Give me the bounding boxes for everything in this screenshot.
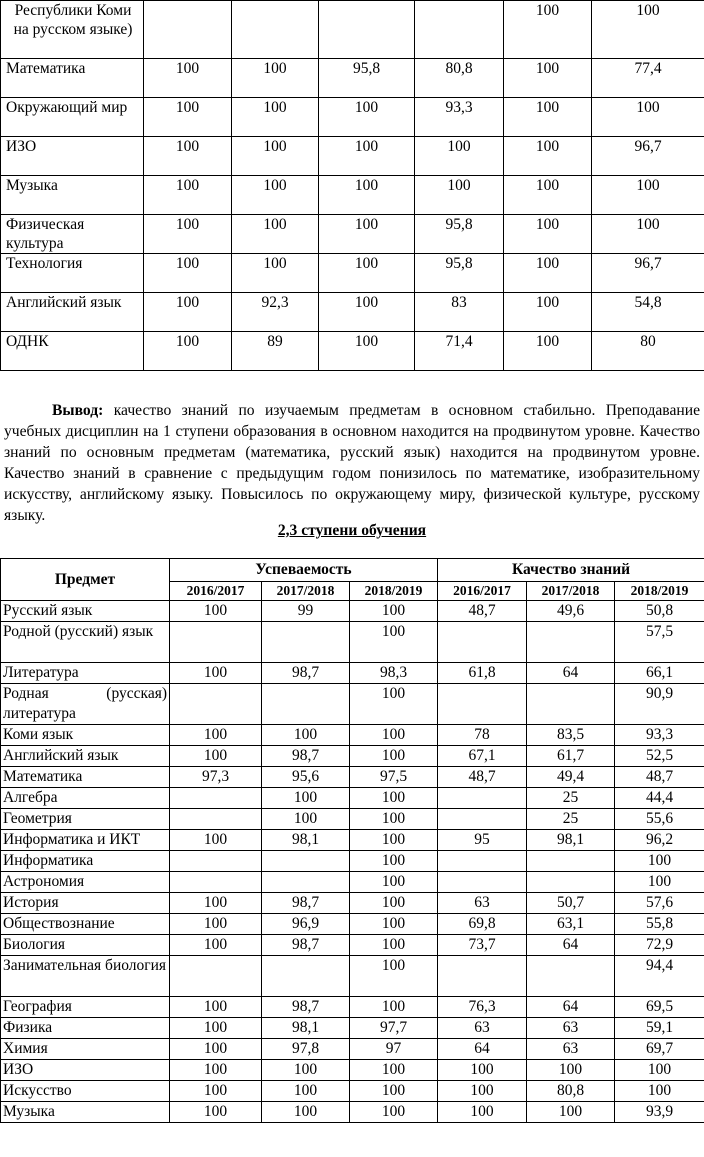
- value-cell: 100: [170, 601, 262, 622]
- value-cell: 100: [350, 601, 438, 622]
- value-cell: 100: [615, 872, 704, 893]
- table-row: [1, 601, 704, 622]
- subject-cell: ИЗО: [1, 137, 144, 176]
- value-cell: 100: [438, 1102, 527, 1123]
- value-cell: 76,3: [438, 997, 527, 1018]
- value-cell: 49,4: [527, 767, 615, 788]
- value-cell: 100: [504, 1, 592, 59]
- value-cell: 100: [504, 215, 592, 254]
- subject-cell: География: [1, 997, 170, 1018]
- value-cell: 92,3: [232, 293, 319, 332]
- value-cell: 100: [592, 176, 704, 215]
- value-cell: 97,3: [170, 767, 262, 788]
- table-row: [1, 935, 704, 956]
- value-cell: 57,6: [615, 893, 704, 914]
- value-cell: [170, 788, 262, 809]
- value-cell: 97,5: [350, 767, 438, 788]
- subject-cell: Биология: [1, 935, 170, 956]
- value-cell: [527, 622, 615, 663]
- table-row: [1, 746, 704, 767]
- value-cell: 100: [504, 254, 592, 293]
- value-cell: [527, 956, 615, 997]
- value-cell: 73,7: [438, 935, 527, 956]
- table-row: [1, 1081, 704, 1102]
- quality-header: Качество знаний: [438, 559, 704, 582]
- table-row: [1, 176, 704, 215]
- secondary-grades-table: [0, 558, 704, 1123]
- value-cell: 100: [350, 893, 438, 914]
- value-cell: [438, 622, 527, 663]
- value-cell: 93,3: [415, 98, 504, 137]
- subject-cell: Алгебра: [1, 788, 170, 809]
- value-cell: 80,8: [415, 59, 504, 98]
- value-cell: 48,7: [438, 767, 527, 788]
- value-cell: 25: [527, 809, 615, 830]
- table-row: [1, 1060, 704, 1081]
- value-cell: 100: [319, 137, 415, 176]
- value-cell: 54,8: [592, 293, 704, 332]
- value-cell: 100: [592, 215, 704, 254]
- value-cell: [319, 1, 415, 59]
- value-cell: 64: [527, 997, 615, 1018]
- value-cell: [170, 872, 262, 893]
- table-row: [1, 788, 704, 809]
- subject-header: Предмет: [1, 559, 170, 601]
- value-cell: 100: [527, 1060, 615, 1081]
- value-cell: 100: [350, 851, 438, 872]
- value-cell: 48,7: [615, 767, 704, 788]
- subject-cell: Физическая культура: [1, 215, 144, 254]
- value-cell: 100: [350, 809, 438, 830]
- value-cell: [170, 851, 262, 872]
- value-cell: [438, 788, 527, 809]
- value-cell: [527, 851, 615, 872]
- performance-header: Успеваемость: [170, 559, 438, 582]
- table-row: [1, 725, 704, 746]
- value-cell: [438, 851, 527, 872]
- value-cell: 100: [504, 137, 592, 176]
- value-cell: 66,1: [615, 663, 704, 684]
- value-cell: 100: [170, 1081, 262, 1102]
- subject-cell: ОДНК: [1, 332, 144, 371]
- value-cell: [527, 684, 615, 725]
- table-row: [1, 830, 704, 851]
- value-cell: 100: [527, 1102, 615, 1123]
- value-cell: 67,1: [438, 746, 527, 767]
- value-cell: 100: [170, 893, 262, 914]
- value-cell: 78: [438, 725, 527, 746]
- value-cell: [262, 956, 350, 997]
- subject-cell: Родной (русский) язык: [1, 622, 170, 663]
- value-cell: 100: [170, 1102, 262, 1123]
- table-row: [1, 293, 704, 332]
- value-cell: 100: [170, 914, 262, 935]
- subject-cell: ИЗО: [1, 1060, 170, 1081]
- subject-cell: Астрономия: [1, 872, 170, 893]
- year-header: 2017/2018: [262, 582, 350, 601]
- subject-cell: Коми язык: [1, 725, 170, 746]
- subject-cell: Математика: [1, 767, 170, 788]
- value-cell: [438, 956, 527, 997]
- value-cell: 96,2: [615, 830, 704, 851]
- value-cell: 100: [144, 98, 232, 137]
- table-row: [1, 872, 704, 893]
- value-cell: 98,1: [527, 830, 615, 851]
- value-cell: 100: [144, 293, 232, 332]
- table-row: [1, 1018, 704, 1039]
- value-cell: 52,5: [615, 746, 704, 767]
- value-cell: 100: [170, 997, 262, 1018]
- table-row: [1, 1039, 704, 1060]
- year-header: 2018/2019: [350, 582, 438, 601]
- value-cell: 100: [350, 997, 438, 1018]
- value-cell: 100: [350, 1060, 438, 1081]
- value-cell: 94,4: [615, 956, 704, 997]
- value-cell: 100: [319, 215, 415, 254]
- value-cell: [144, 1, 232, 59]
- value-cell: 63: [527, 1039, 615, 1060]
- value-cell: 100: [350, 935, 438, 956]
- value-cell: 55,6: [615, 809, 704, 830]
- value-cell: 57,5: [615, 622, 704, 663]
- value-cell: [170, 622, 262, 663]
- value-cell: 100: [232, 176, 319, 215]
- value-cell: 100: [144, 59, 232, 98]
- value-cell: 100: [350, 684, 438, 725]
- value-cell: 72,9: [615, 935, 704, 956]
- value-cell: [232, 1, 319, 59]
- table-row: [1, 851, 704, 872]
- value-cell: 55,8: [615, 914, 704, 935]
- year-header: 2016/2017: [170, 582, 262, 601]
- value-cell: 100: [415, 137, 504, 176]
- value-cell: 95,8: [319, 59, 415, 98]
- value-cell: 83: [415, 293, 504, 332]
- value-cell: 25: [527, 788, 615, 809]
- value-cell: 98,7: [262, 997, 350, 1018]
- value-cell: 93,3: [615, 725, 704, 746]
- value-cell: 100: [504, 293, 592, 332]
- value-cell: 100: [319, 254, 415, 293]
- value-cell: [262, 622, 350, 663]
- subject-cell: Занимательная биология: [1, 956, 170, 997]
- value-cell: 100: [350, 788, 438, 809]
- value-cell: 63,1: [527, 914, 615, 935]
- table-row: [1, 914, 704, 935]
- value-cell: 89: [232, 332, 319, 371]
- value-cell: 100: [170, 663, 262, 684]
- value-cell: 100: [144, 137, 232, 176]
- table-row: [1, 809, 704, 830]
- value-cell: 96,9: [262, 914, 350, 935]
- value-cell: [262, 872, 350, 893]
- value-cell: 98,7: [262, 746, 350, 767]
- subject-cell: Химия: [1, 1039, 170, 1060]
- value-cell: [170, 809, 262, 830]
- value-cell: [262, 684, 350, 725]
- value-cell: 100: [232, 98, 319, 137]
- value-cell: 100: [350, 956, 438, 997]
- subject-cell: Музыка: [1, 1102, 170, 1123]
- conclusion-text: качество знаний по изучаемым предметам в основном стабильно. Преподавание учебных дисциплин на 1 ступени образования в основном находится на продвинутом уровне. Качество знаний по основным предметам (математика, русский язык) находится на продвинутом уровне. Качество знаний в сравнение с предыдущим годом понизилось по математике, изобразительному искусству, английскому языку. Повысилось по окружающему миру, физической культуре, русскому языку.: [4, 402, 700, 524]
- value-cell: 100: [262, 725, 350, 746]
- value-cell: 100: [615, 1060, 704, 1081]
- table-row: [1, 254, 704, 293]
- value-cell: 100: [262, 788, 350, 809]
- value-cell: 100: [592, 1, 704, 59]
- table-row: [1, 98, 704, 137]
- table-row: [1, 663, 704, 684]
- value-cell: 100: [232, 137, 319, 176]
- value-cell: 100: [350, 622, 438, 663]
- value-cell: [170, 684, 262, 725]
- subject-cell: Информатика: [1, 851, 170, 872]
- value-cell: 100: [262, 1102, 350, 1123]
- value-cell: 69,5: [615, 997, 704, 1018]
- value-cell: 80,8: [527, 1081, 615, 1102]
- subject-cell: Обществознание: [1, 914, 170, 935]
- value-cell: 100: [350, 725, 438, 746]
- subject-cell: Окружающий мир: [1, 98, 144, 137]
- value-cell: [438, 809, 527, 830]
- value-cell: 49,6: [527, 601, 615, 622]
- value-cell: 100: [319, 332, 415, 371]
- subject-cell: Родная (русская) литература: [1, 684, 170, 725]
- value-cell: 100: [438, 1081, 527, 1102]
- subject-cell: Литература: [1, 663, 170, 684]
- table-row: [1, 893, 704, 914]
- value-cell: 61,8: [438, 663, 527, 684]
- value-cell: 100: [232, 254, 319, 293]
- value-cell: 98,1: [262, 1018, 350, 1039]
- value-cell: 100: [319, 98, 415, 137]
- value-cell: 100: [232, 59, 319, 98]
- value-cell: 96,7: [592, 254, 704, 293]
- value-cell: 80: [592, 332, 704, 371]
- value-cell: 93,9: [615, 1102, 704, 1123]
- year-header: 2018/2019: [615, 582, 704, 601]
- value-cell: 95,8: [415, 254, 504, 293]
- value-cell: 64: [527, 663, 615, 684]
- value-cell: [438, 872, 527, 893]
- value-cell: 100: [170, 725, 262, 746]
- value-cell: 69,8: [438, 914, 527, 935]
- value-cell: 98,3: [350, 663, 438, 684]
- value-cell: 100: [350, 1102, 438, 1123]
- value-cell: 100: [319, 293, 415, 332]
- value-cell: 100: [170, 1060, 262, 1081]
- value-cell: 97: [350, 1039, 438, 1060]
- value-cell: 61,7: [527, 746, 615, 767]
- value-cell: 97,8: [262, 1039, 350, 1060]
- value-cell: 100: [170, 1039, 262, 1060]
- value-cell: 100: [232, 215, 319, 254]
- table-row: [1, 767, 704, 788]
- value-cell: 98,1: [262, 830, 350, 851]
- value-cell: 100: [438, 1060, 527, 1081]
- subject-cell: Технология: [1, 254, 144, 293]
- value-cell: 69,7: [615, 1039, 704, 1060]
- value-cell: 96,7: [592, 137, 704, 176]
- value-cell: 100: [170, 935, 262, 956]
- value-cell: 100: [504, 59, 592, 98]
- value-cell: [262, 851, 350, 872]
- value-cell: 100: [319, 176, 415, 215]
- value-cell: 95,6: [262, 767, 350, 788]
- value-cell: 48,7: [438, 601, 527, 622]
- value-cell: 100: [350, 914, 438, 935]
- value-cell: 95,8: [415, 215, 504, 254]
- table-row: [1, 59, 704, 98]
- value-cell: 100: [262, 1060, 350, 1081]
- section-heading: 2,3 ступени обучения: [277, 522, 427, 539]
- value-cell: 100: [350, 746, 438, 767]
- value-cell: 98,7: [262, 663, 350, 684]
- table-row: [1, 684, 704, 725]
- table-row: [1, 215, 704, 254]
- subject-cell: Английский язык: [1, 293, 144, 332]
- subject-cell: Искусство: [1, 1081, 170, 1102]
- subject-cell: Информатика и ИКТ: [1, 830, 170, 851]
- value-cell: 100: [615, 1081, 704, 1102]
- value-cell: 90,9: [615, 684, 704, 725]
- primary-grades-table: [0, 0, 704, 371]
- value-cell: [170, 956, 262, 997]
- table-row: [1, 997, 704, 1018]
- table-row: [1, 622, 704, 663]
- value-cell: 100: [350, 830, 438, 851]
- value-cell: 100: [170, 1018, 262, 1039]
- subject-cell: Математика: [1, 59, 144, 98]
- value-cell: 98,7: [262, 935, 350, 956]
- value-cell: [415, 1, 504, 59]
- table-row: [1, 1102, 704, 1123]
- value-cell: 100: [615, 851, 704, 872]
- value-cell: 95: [438, 830, 527, 851]
- conclusion-label: Вывод:: [52, 402, 104, 419]
- value-cell: 100: [350, 1081, 438, 1102]
- value-cell: 77,4: [592, 59, 704, 98]
- subject-cell: Музыка: [1, 176, 144, 215]
- value-cell: 100: [504, 98, 592, 137]
- value-cell: 100: [415, 176, 504, 215]
- value-cell: 100: [144, 332, 232, 371]
- value-cell: 100: [504, 332, 592, 371]
- value-cell: [527, 872, 615, 893]
- table-row: [1, 137, 704, 176]
- table-row: [1, 332, 704, 371]
- value-cell: 63: [438, 893, 527, 914]
- table-row: [1, 1, 704, 59]
- value-cell: 64: [527, 935, 615, 956]
- subject-cell: История: [1, 893, 170, 914]
- subject-cell: Русский язык: [1, 601, 170, 622]
- value-cell: 100: [144, 215, 232, 254]
- value-cell: 100: [144, 176, 232, 215]
- value-cell: 50,7: [527, 893, 615, 914]
- value-cell: 100: [592, 98, 704, 137]
- value-cell: 100: [350, 872, 438, 893]
- value-cell: 83,5: [527, 725, 615, 746]
- value-cell: 100: [262, 809, 350, 830]
- year-header: 2016/2017: [438, 582, 527, 601]
- subject-cell: Республики Коми на русском языке): [1, 1, 144, 59]
- year-header: 2017/2018: [527, 582, 615, 601]
- subject-cell: Физика: [1, 1018, 170, 1039]
- value-cell: 100: [170, 830, 262, 851]
- value-cell: 98,7: [262, 893, 350, 914]
- conclusion-paragraph: [4, 400, 700, 526]
- value-cell: 50,8: [615, 601, 704, 622]
- value-cell: 64: [438, 1039, 527, 1060]
- value-cell: [438, 684, 527, 725]
- value-cell: 100: [262, 1081, 350, 1102]
- value-cell: 63: [438, 1018, 527, 1039]
- value-cell: 71,4: [415, 332, 504, 371]
- value-cell: 100: [144, 254, 232, 293]
- value-cell: 97,7: [350, 1018, 438, 1039]
- value-cell: 100: [170, 746, 262, 767]
- table-row: [1, 956, 704, 997]
- value-cell: 100: [504, 176, 592, 215]
- value-cell: 59,1: [615, 1018, 704, 1039]
- value-cell: 44,4: [615, 788, 704, 809]
- subject-cell: Английский язык: [1, 746, 170, 767]
- value-cell: 99: [262, 601, 350, 622]
- value-cell: 63: [527, 1018, 615, 1039]
- subject-cell: Геометрия: [1, 809, 170, 830]
